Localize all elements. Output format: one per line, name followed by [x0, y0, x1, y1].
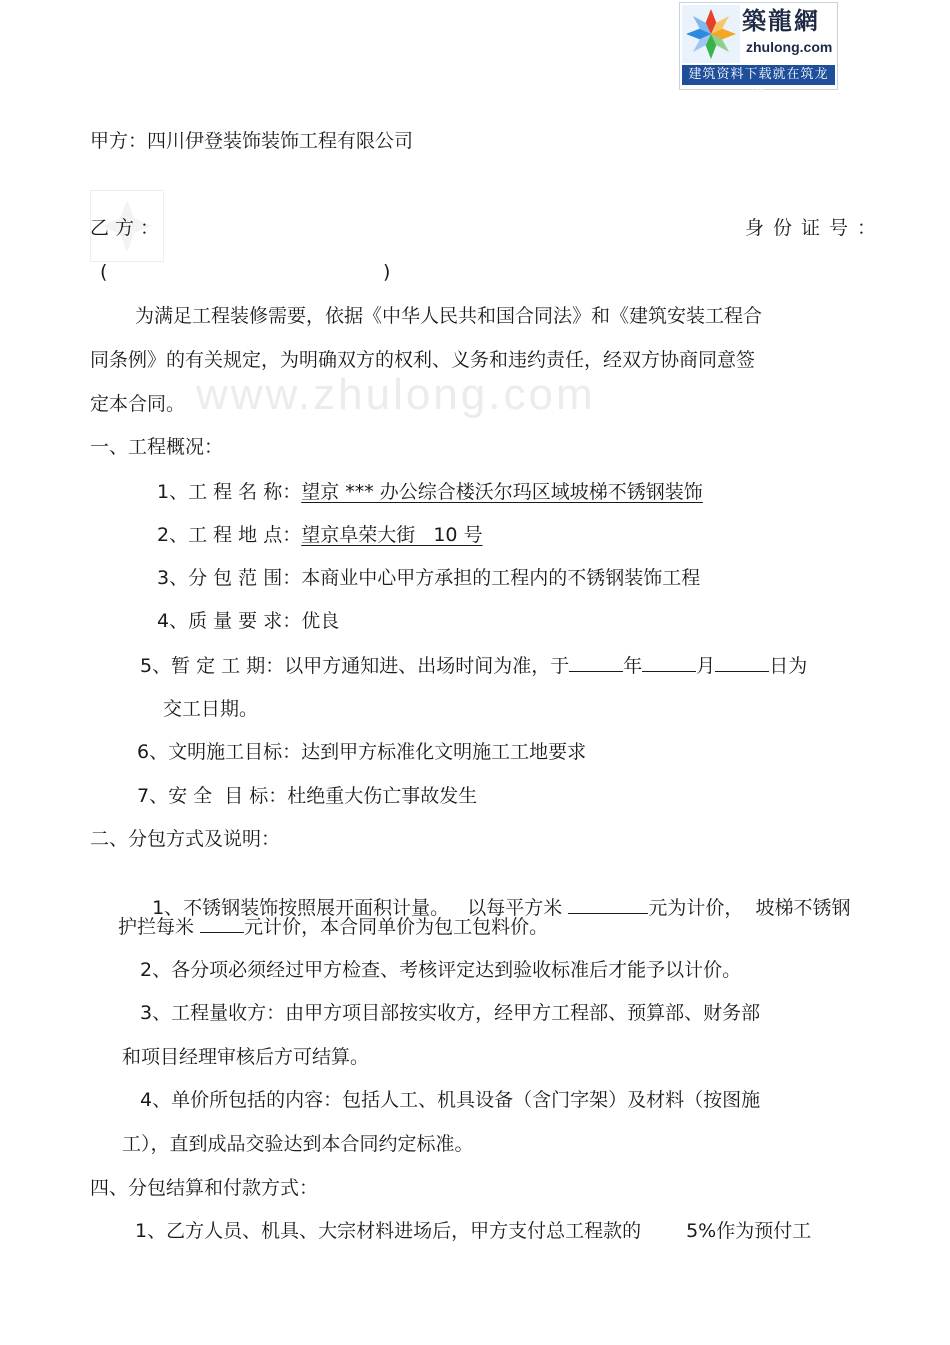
- project-item-3-value: 本商业中心甲方承担的工程内的不锈钢装饰工程: [301, 567, 701, 589]
- zhulong-snowflake-icon: [682, 5, 740, 63]
- project-item-5-text: 以甲方通知进、出场时间为准，于: [284, 655, 570, 677]
- project-item-3: [157, 566, 700, 590]
- logo-brand-cn: 築龍網: [742, 6, 820, 35]
- party-a-line: 甲方：四川伊登装饰装饰工程有限公司: [90, 130, 414, 152]
- section-4-p1-line1: [135, 1219, 811, 1243]
- project-item-7: 7、安 全 目 标：杜绝重大伤亡事故发生: [137, 785, 478, 807]
- logo-tagline: 建筑资料下载就在筑龙网: [682, 65, 835, 85]
- intro-line-2: 同条例》的有关规定，为明确双方的权利、义务和违约责任，经双方协商同意签: [90, 349, 756, 371]
- project-item-2-label: 2、工 程 地 点：: [157, 524, 302, 546]
- p1-part-b: 元为计价， 坡梯不锈钢: [648, 897, 851, 919]
- month-blank: [642, 653, 696, 672]
- day-blank: [715, 653, 769, 672]
- project-item-5: [140, 653, 807, 678]
- project-item-1: [157, 480, 725, 504]
- section-2-p4-line2: 工），直到成品交验达到本合同约定标准。: [122, 1133, 474, 1155]
- project-item-3-label: 3、分 包 范 围：: [157, 567, 302, 589]
- project-item-5-cont: 交工日期。: [163, 698, 259, 720]
- project-item-2: [157, 523, 643, 547]
- section-2-p2: 2、各分项必须经过甲方检查、考核评定达到验收标准后才能予以计价。: [140, 959, 742, 981]
- party-b-id-label: 身份证号：: [745, 217, 886, 239]
- s4-p1-part-b: 5%作为预付工: [686, 1220, 812, 1242]
- project-item-2-value: 望京阜荣大街 10 号: [301, 524, 483, 546]
- project-item-1-label: 1、工 程 名 称：: [157, 481, 302, 503]
- day-label: 日为: [769, 655, 808, 677]
- party-b-close-paren: ): [383, 261, 391, 283]
- section-2-heading: 二、分包方式及说明：: [90, 828, 281, 850]
- intro-line-1: 为满足工程装修需要，依据《中华人民共和国合同法》和《建筑安装工程合: [135, 305, 763, 327]
- month-label: 月: [696, 655, 716, 677]
- project-item-5-label: 5、暂 定 工 期：: [140, 655, 285, 677]
- section-2-p1-line2: [118, 914, 548, 939]
- section-1-heading: 一、工程概况：: [90, 436, 224, 458]
- section-4-heading: 四、分包结算和付款方式：: [90, 1177, 319, 1199]
- section-2-p3-line2: 和项目经理审核后方可结算。: [122, 1046, 370, 1068]
- watermark-text: www.zhulong.com: [196, 370, 596, 419]
- s4-p1-part-a: 1、乙方人员、机具、大宗材料进场后，甲方支付总工程款的: [135, 1220, 642, 1242]
- project-item-1-value: 望京 *** 办公综合楼沃尔玛区域坡梯不锈钢装饰: [301, 481, 703, 503]
- section-2-p1-line1: [140, 871, 850, 920]
- zhulong-logo: [679, 2, 838, 102]
- party-b-open-paren: (: [100, 261, 108, 283]
- section-2-p3-line1: 3、工程量收方：由甲方项目部按实收方，经甲方工程部、预算部、财务部: [140, 1002, 761, 1024]
- unit-price-blank: [568, 895, 648, 914]
- party-b-label: 乙方：: [90, 217, 166, 239]
- logo-brand-en: zhulong.com: [746, 39, 833, 55]
- p1-part-c: 护拦每米: [118, 916, 195, 938]
- railing-price-blank: [200, 914, 244, 933]
- p1-part-a: 1、不锈钢装饰按照展开面积计量。 以每平方米: [152, 897, 563, 919]
- year-blank: [569, 653, 623, 672]
- project-item-4-value: 优良: [301, 610, 340, 632]
- project-item-6: 6、文明施工目标：达到甲方标准化文明施工工地要求: [137, 741, 587, 763]
- project-item-4-label: 4、质 量 要 求：: [157, 610, 302, 632]
- project-item-4: [157, 609, 339, 633]
- year-label: 年: [623, 655, 643, 677]
- section-2-p4-line1: 4、单价所包括的内容：包括人工、机具设备（含门字架）及材料（按图施: [140, 1089, 761, 1111]
- p1-part-d: 元计价，本合同单价为包工包料价。: [244, 916, 549, 938]
- intro-line-3: 定本合同。: [90, 393, 186, 415]
